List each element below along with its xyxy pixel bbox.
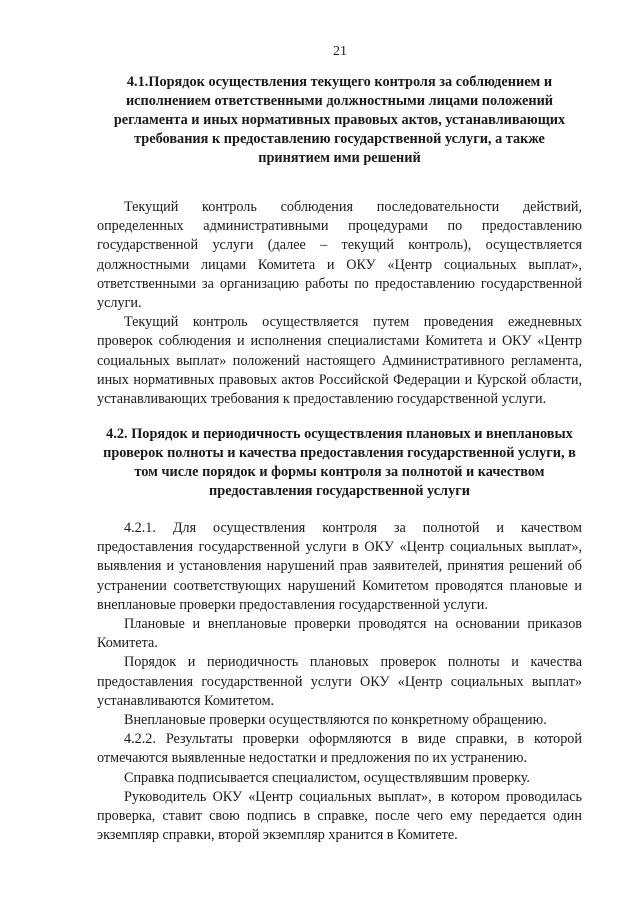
- page-number: 21: [333, 44, 347, 59]
- paragraph: Справка подписывается специалистом, осуществлявшим проверку.: [124, 769, 530, 786]
- paragraph: Порядок и периодичность плановых проверок полноты и качества предоставления государственной услуги ОКУ «Центр социальных выплат» устанавливаются Комитетом.: [97, 654, 582, 709]
- section-4-2-body: [97, 519, 582, 845]
- section-4-1-heading: 4.1.Порядок осуществления текущего контроля за соблюдением и исполнением ответственными должностными лицами положений регламента и иных нормативных правовых актов, устанавливающих требования к предоставлению государственной услуги, а также принятием ими решений: [113, 74, 566, 166]
- paragraph: Текущий контроль соблюдения последовательности действий, определенных административными процедурами по предоставлению государственной услуги (далее – текущий контроль), осуществляется должностными лицами Комитета и ОКУ «Центр социальных выплат», ответственными за организацию работы по предоставлению государственной услуги.: [97, 199, 582, 312]
- paragraph: Руководитель ОКУ «Центр социальных выплат», в котором проводилась проверка, ставит свою подпись в справке, после чего ему передается один экземпляр справки, второй экземпляр хранится в Комитете.: [97, 788, 582, 844]
- paragraph: 4.2.2. Результаты проверки оформляются в виде справки, в которой отмечаются выявленные недостатки и предложения по их устранению.: [97, 731, 582, 767]
- section-4-1-body: [97, 198, 582, 409]
- paragraph: Плановые и внеплановые проверки проводятся на основании приказов Комитета.: [97, 616, 582, 652]
- paragraph: Внеплановые проверки осуществляются по конкретному обращению.: [124, 712, 547, 729]
- section-4-2-heading: 4.2. Порядок и периодичность осуществления плановых и внеплановых проверок полноты и качества предоставления государственной услуги, в том числе порядок и формы контроля за полнотой и качеством предоставления государственной услуги: [103, 426, 576, 499]
- paragraph: Текущий контроль осуществляется путем проведения ежедневных проверок соблюдения и исполнения специалистами Комитета и ОКУ «Центр социальных выплат» положений настоящего Административного регламента, иных нормативных правовых актов Российской Федерации и Курской области, устанавливающих требования к предоставлению государственной услуги.: [97, 314, 582, 408]
- paragraph: 4.2.1. Для осуществления контроля за полнотой и качеством предоставления государственной услуги в ОКУ «Центр социальных выплат», выявления и установления нарушений прав заявителей, принятия решений об устранении соответствующих нарушений Комитетом проводятся плановые и внеплановые проверки предоставления государственной услуги.: [97, 520, 582, 613]
